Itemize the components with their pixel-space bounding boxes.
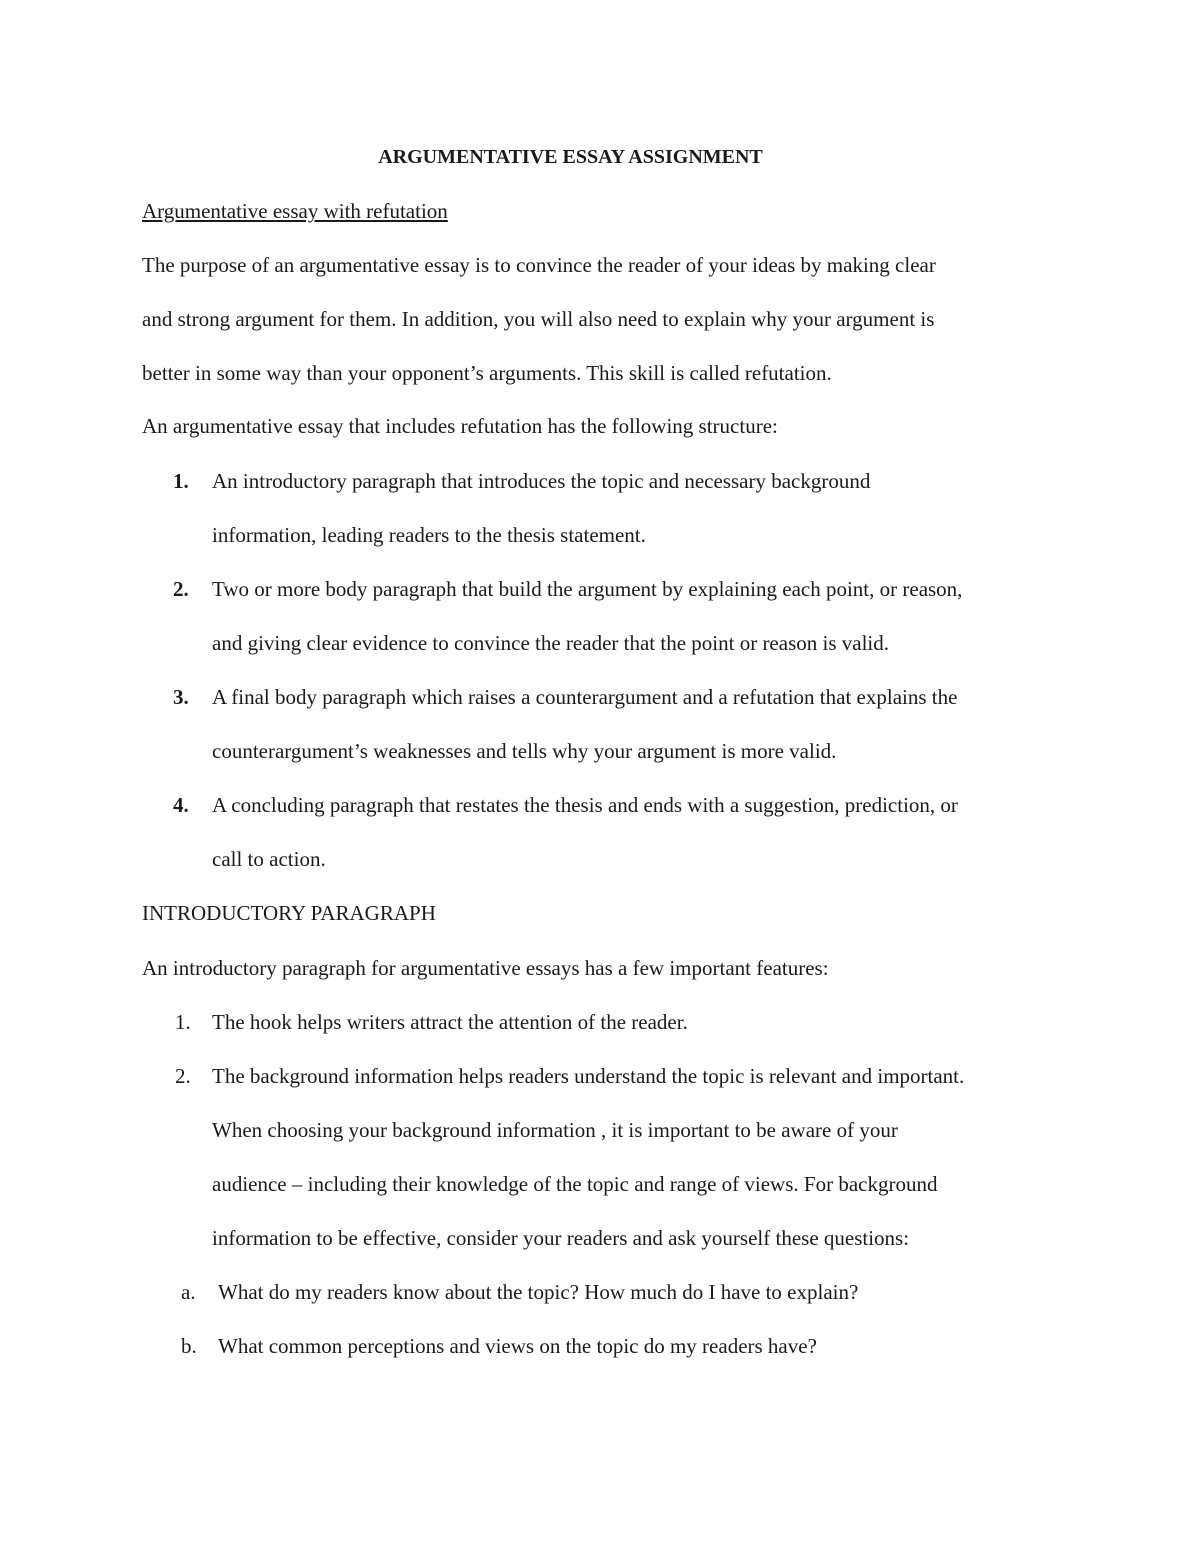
intro-line: The purpose of an argumentative essay is to convince the reader of your ideas by making clear [142, 253, 936, 277]
list-item-line: audience – including their knowledge of the topic and range of views. For background [212, 1172, 938, 1196]
list-number: 4. [173, 793, 189, 817]
list-item-line: Two or more body paragraph that build the argument by explaining each point, or reason, [212, 577, 963, 601]
question-letter: a. [181, 1280, 196, 1304]
list-number: 2. [175, 1064, 191, 1088]
question-text: What do my readers know about the topic? How much do I have to explain? [218, 1280, 859, 1304]
list-item-line: A final body paragraph which raises a counterargument and a refutation that explains the [212, 685, 958, 709]
list-item-line: and giving clear evidence to convince the reader that the point or reason is valid. [212, 631, 889, 655]
question-letter: b. [181, 1334, 197, 1358]
intro-line: better in some way than your opponent’s arguments. This skill is called refutation. [142, 361, 832, 385]
list-item-line: call to action. [212, 847, 326, 871]
list-item-line: A concluding paragraph that restates the thesis and ends with a suggestion, prediction, or [212, 793, 958, 817]
list-number: 3. [173, 685, 189, 709]
list-item-line: The hook helps writers attract the attention of the reader. [212, 1010, 688, 1034]
structure-lead: An argumentative essay that includes refutation has the following structure: [142, 414, 778, 438]
document-title: ARGUMENTATIVE ESSAY ASSIGNMENT [378, 146, 763, 168]
list-item-line: information to be effective, consider your readers and ask yourself these questions: [212, 1226, 910, 1250]
features-lead: An introductory paragraph for argumentative essays has a few important features: [142, 956, 829, 980]
document-subtitle: Argumentative essay with refutation [142, 199, 448, 223]
section-heading: INTRODUCTORY PARAGRAPH [142, 901, 436, 925]
list-item-line: When choosing your background information , it is important to be aware of your [212, 1118, 898, 1142]
list-number: 1. [175, 1010, 191, 1034]
list-item-line: counterargument’s weaknesses and tells why your argument is more valid. [212, 739, 837, 763]
list-number: 2. [173, 577, 189, 601]
intro-line: and strong argument for them. In addition, you will also need to explain why your argument is [142, 307, 935, 331]
list-item-line: The background information helps readers understand the topic is relevant and important. [212, 1064, 965, 1088]
list-item-line: An introductory paragraph that introduces the topic and necessary background [212, 469, 871, 493]
list-number: 1. [173, 469, 189, 493]
list-item-line: information, leading readers to the thesis statement. [212, 523, 646, 547]
question-text: What common perceptions and views on the topic do my readers have? [218, 1334, 817, 1358]
